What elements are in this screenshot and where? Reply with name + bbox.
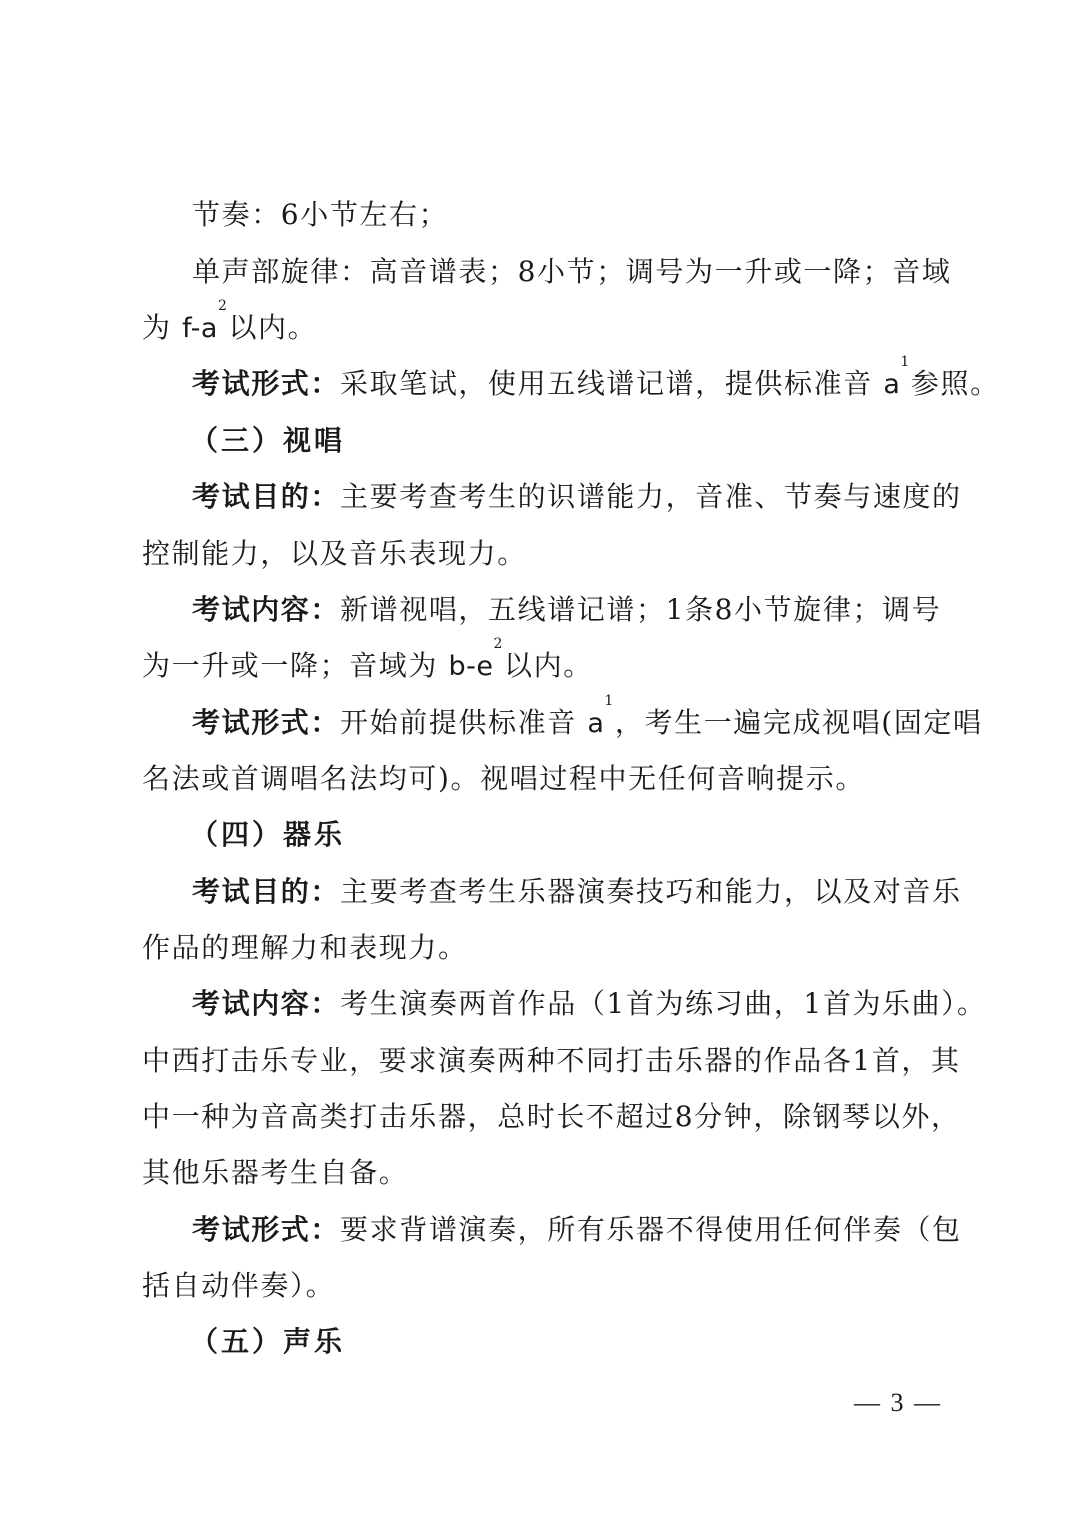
rhythm-text: 节奏：6小节左右；: [192, 198, 449, 231]
melody-range-line: 为 $f-a^2$以内。: [142, 298, 318, 344]
instrumental-purpose-line: 考试目的：主要考查考生乐器演奏技巧和能力，以及对音乐: [192, 875, 962, 908]
sight-singing-purpose-line: 考试目的：主要考查考生的识谱能力，音准、节奏与速度的: [192, 480, 962, 513]
melody-line: [192, 252, 952, 292]
instrumental-purpose-cont: 作品的理解力和表现力。: [142, 931, 468, 964]
sight-singing-purpose-cont: 控制能力，以及音乐表现力。: [142, 537, 527, 570]
exam-form-label: 考试形式：: [192, 367, 341, 400]
range-note: f-a: [182, 313, 218, 344]
instrumental-content-cont-3: 其他乐器考生自备。: [142, 1156, 409, 1189]
sight-singing-content-line: 考试内容：新谱视唱，五线谱记谱；1条8小节旋律；调号: [192, 593, 942, 626]
instrumental-form-cont: 括自动伴奏）。: [142, 1269, 336, 1302]
rhythm-line: [192, 195, 942, 235]
exam-purpose-label: 考试目的：: [192, 480, 341, 513]
instrumental-content-line: 考试内容：考生演奏两首作品（1首为练习曲，1首为乐曲）。: [192, 987, 987, 1020]
exam-form-label: 考试形式：: [192, 1213, 341, 1246]
section-heading-vocal: （五）声乐: [190, 1325, 346, 1358]
theory-exam-form-line: 考试形式：采取笔试，使用五线谱记谱，提供标准音 $a^1$参照。: [192, 354, 1000, 400]
exam-form-label: 考试形式：: [192, 706, 341, 739]
melody-text: 单声部旋律：高音谱表；8小节；调号为一升或一降；音域: [192, 255, 952, 288]
exam-content-label: 考试内容：: [192, 987, 341, 1020]
instrumental-content-cont-1: 中西打击乐专业，要求演奏两种不同打击乐器的作品各1首，其: [142, 1044, 961, 1077]
instrumental-content-cont-2: 中一种为音高类打击乐器，总时长不超过8分钟，除钢琴以外，: [142, 1100, 961, 1133]
sight-singing-content-cont: 为一升或一降；音域为 $b-e^2$以内。: [142, 636, 593, 682]
page-number: — 3 —: [854, 1388, 942, 1417]
instrumental-form-line: 考试形式：要求背谱演奏，所有乐器不得使用任何伴奏（包: [192, 1213, 962, 1246]
section-heading-instrumental: （四）器乐: [190, 818, 346, 851]
section-heading-sight-singing: （三）视唱: [190, 424, 346, 457]
sight-singing-form-line: 考试形式：开始前提供标准音 $a^1$，考生一遍完成视唱(固定唱: [192, 693, 983, 739]
exam-content-label: 考试内容：: [192, 593, 341, 626]
exam-purpose-label: 考试目的：: [192, 875, 341, 908]
sight-singing-form-cont: 名法或首调唱名法均可)。视唱过程中无任何音响提示。: [142, 762, 865, 795]
